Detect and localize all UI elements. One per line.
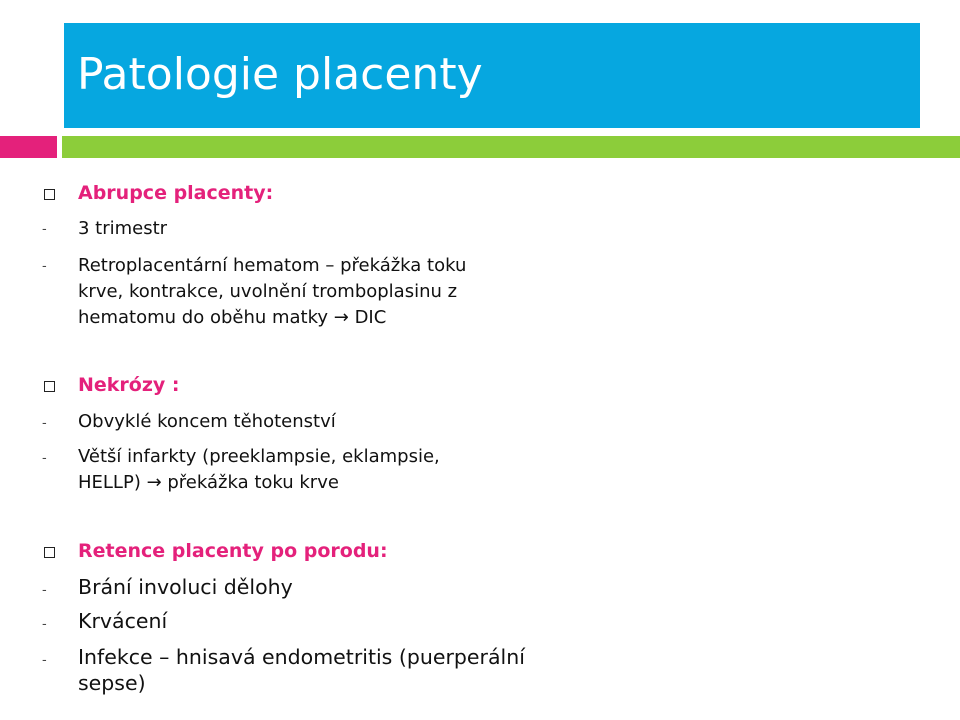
item-line: Krvácení <box>78 609 168 633</box>
item-line: 3 trimestr <box>78 218 168 239</box>
square-outline-icon <box>44 189 55 200</box>
item-line: hematomu do oběhu matky → DIC <box>78 307 387 328</box>
list-item <box>78 574 293 600</box>
list-item <box>78 409 336 435</box>
dash-marker: - <box>42 416 47 431</box>
dash-marker: - <box>42 451 47 466</box>
list-item <box>78 644 525 696</box>
dash-marker: - <box>42 617 47 632</box>
item-line: HELLP) → překážka toku krve <box>78 472 339 493</box>
list-item <box>78 608 167 634</box>
dash-marker: - <box>42 653 47 668</box>
section-heading-nekrozy: Nekrózy : <box>78 374 180 396</box>
item-line: Větší infarkty (preeklampsie, eklampsie, <box>78 446 440 467</box>
item-line: Retroplacentární hematom – překážka toku <box>78 255 467 276</box>
accent-stripe-pink <box>0 136 57 158</box>
section-heading-retence: Retence placenty po porodu: <box>78 540 388 562</box>
item-line: sepse) <box>78 671 146 695</box>
slide-title: Patologie placenty <box>77 49 483 100</box>
accent-stripe-green <box>62 136 960 158</box>
section-heading-abrupce: Abrupce placenty: <box>78 182 274 204</box>
dash-marker: - <box>42 222 47 237</box>
item-line: Obvyklé koncem těhotenství <box>78 411 336 432</box>
list-item <box>78 216 167 242</box>
item-line: krve, kontrakce, uvolnění tromboplasinu z <box>78 281 458 302</box>
title-bar <box>64 23 920 128</box>
dash-marker: - <box>42 259 47 274</box>
square-outline-icon <box>44 381 55 392</box>
dash-marker: - <box>42 583 47 598</box>
square-outline-icon <box>44 547 55 558</box>
list-item <box>78 253 466 331</box>
item-line: Infekce – hnisavá endometritis (puerperální <box>78 645 525 669</box>
item-line: Brání involuci dělohy <box>78 575 293 599</box>
list-item <box>78 444 440 496</box>
